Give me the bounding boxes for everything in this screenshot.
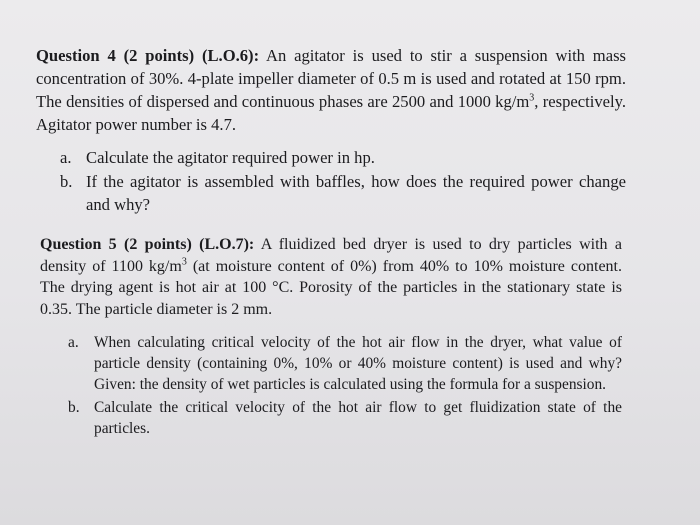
- item-text: If the agitator is assembled with baffles, how does the required power change and why?: [86, 172, 626, 214]
- question-4-item-a: [60, 146, 626, 169]
- item-text: Calculate the critical velocity of the hot air flow to get fluidization state of the particles.: [94, 399, 622, 437]
- question-4-item-b: [60, 170, 626, 216]
- question-4-body-end: , respectively. Agitator power number is 4.7.: [36, 92, 626, 134]
- question-5-body-start: A fluidized bed dryer is used to dry particles with a density of 1100 kg/m: [40, 236, 622, 275]
- item-marker: b.: [60, 172, 73, 191]
- question-5-subquestions: [40, 332, 622, 439]
- question-4-subquestions: [36, 146, 626, 216]
- question-5-heading: Question 5 (2 points) (L.O.7):: [40, 236, 255, 253]
- item-marker: a.: [68, 334, 79, 351]
- question-5-item-b: [68, 397, 622, 439]
- question-4-body-start: An agitator is used to stir a suspension with mass concentration of 30%. 4-plate impeller diameter of 0.5 m is used and rotated at 150 rpm. The densities of dispersed and continuous phases are 2500 and 1000 kg/m: [36, 46, 626, 111]
- question-5-item-a: [68, 332, 622, 395]
- item-text: When calculating critical velocity of the hot air flow in the dryer, what value of particle density (containing 0%, 10% or 40% moisture content) is used and why? Given: the density of wet particles is calculated using the formula for a suspension.: [94, 334, 622, 393]
- item-text: Calculate the agitator required power in hp.: [86, 148, 375, 167]
- question-4-paragraph: [36, 44, 626, 136]
- question-5-unit-exponent: 3: [181, 256, 187, 268]
- question-5: [40, 234, 622, 441]
- item-marker: b.: [68, 399, 80, 416]
- question-4-heading: Question 4 (2 points) (L.O.6):: [36, 46, 260, 65]
- question-5-body-end: (at moisture content of 0%) from 40% to 10% moisture content. The drying agent is hot air at 100 °C. Porosity of the particles in the stationary state is 0.35. The particle diameter is 2 mm.: [40, 257, 623, 318]
- question-4: [36, 44, 626, 217]
- question-5-paragraph: [40, 234, 622, 320]
- question-4-unit-exponent: 3: [529, 92, 535, 104]
- item-marker: a.: [60, 148, 72, 167]
